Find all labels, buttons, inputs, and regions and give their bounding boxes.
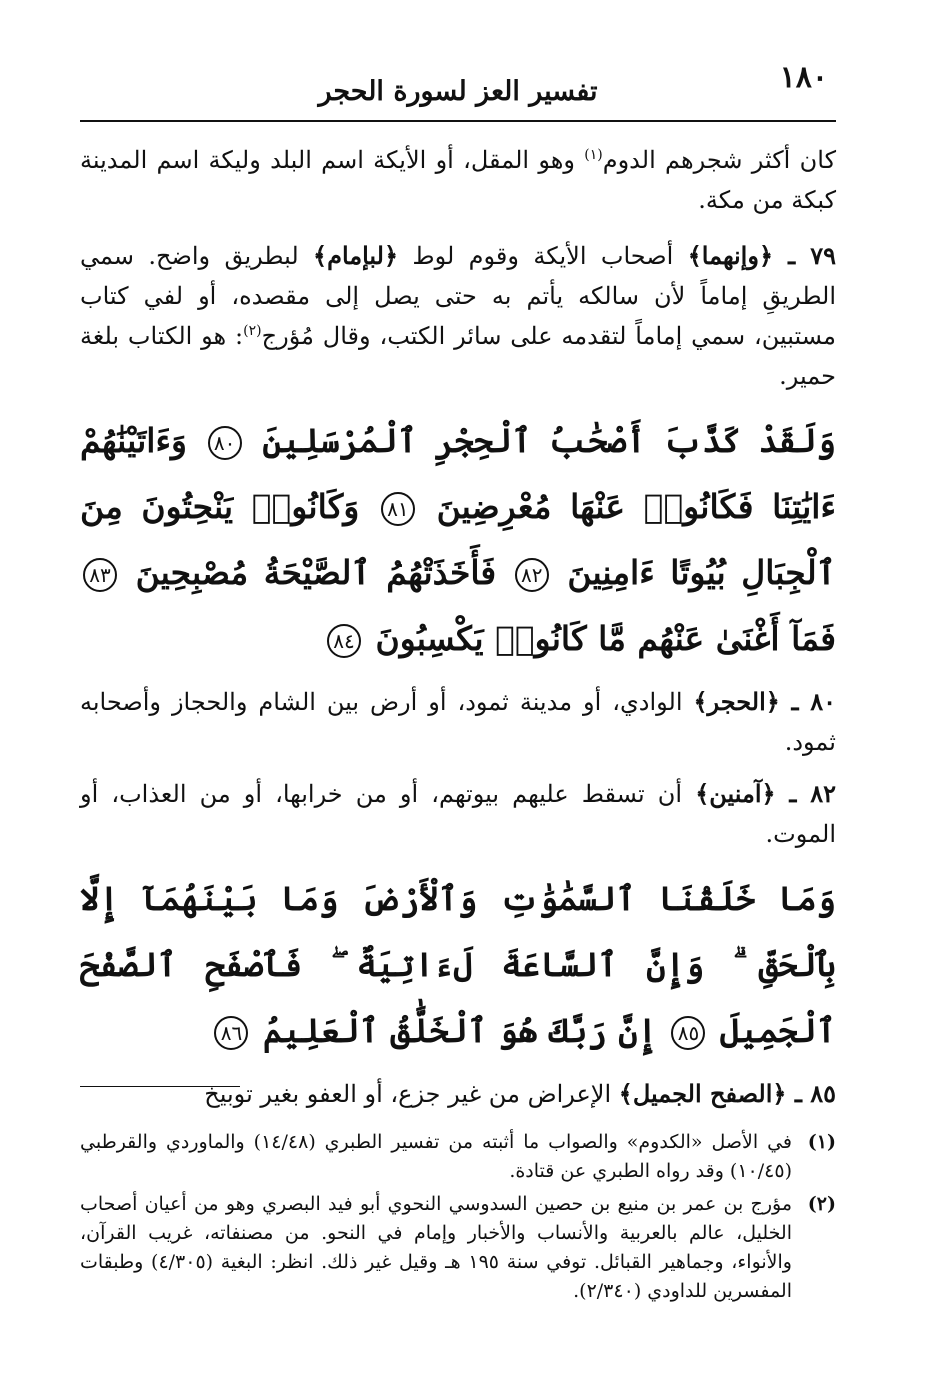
p1-text-a: كان أكثر شجرهم الدوم <box>602 146 836 174</box>
ayah-82: وَكَانُوا۟ يَنْحِتُونَ مِنَ ٱلْجِبَالِ بُيُوتًا ءَامِنِينَ <box>80 487 836 592</box>
paragraph-79 <box>80 236 836 396</box>
ayah-number-81: ٨١ <box>381 492 415 526</box>
paragraph-1 <box>80 140 836 220</box>
paragraph-82 <box>80 774 836 854</box>
p5-text: الإعراض من غير جزع، أو العفو بغير توبيخ <box>204 1080 619 1108</box>
header-rule <box>80 120 836 122</box>
page-header <box>80 56 836 118</box>
ayah-number-83: ٨٣ <box>83 558 117 592</box>
ayah-83: فَأَخَذَتْهُمُ ٱلصَّيْحَةُ مُصْبِحِينَ <box>135 553 497 592</box>
book-page <box>80 56 836 1356</box>
running-title: تفسير العز لسورة الحجر <box>318 76 598 107</box>
ayah-number-85: ٨٥ <box>671 1016 705 1050</box>
p2-term: ﴿وإنهما﴾ <box>687 241 773 270</box>
footnote-separator <box>80 1086 240 1087</box>
p5-number: ٨٥ ـ <box>786 1079 836 1108</box>
p5-term: ﴿الصفح الجميل﴾ <box>618 1079 787 1108</box>
footnote-1-text: في الأصل «الكدوم» والصواب ما أثبته من تفسير الطبري (١٤/٤٨) والماوردي والقرطبي (١٠/٤٥) وقد رواه الطبري عن قتادة. <box>80 1131 792 1182</box>
p2-term-2: ﴿لبإمام﴾ <box>313 241 399 270</box>
ayah-86: إِنَّ رَبَّكَ هُوَ ٱلْخَلَّٰقُ ٱلْعَلِيمُ <box>262 1011 657 1050</box>
footnote-2-text: مؤرج بن عمر بن منيع بن حصين السدوسي النحوي أبو فيد البصري وهو من أعيان أصحاب الخليل، عالم بالعربية والأنساب والأخبار وإمام في النحو. من مصنفاته، غريب القرآن، والأنواء، وجماهير القبائل. توفي سنة ١٩٥ هـ وقيل غير ذلك. انظر: البغية (٤/٣٠٥) وطبقات المفسرين للداودي (٢/٣٤٠). <box>80 1193 792 1302</box>
ayah-number-82: ٨٢ <box>515 558 549 592</box>
p2-text-b: لبطريق واضح. سمي الطريقِ إماماً لأن سالكه يأتم به حتى يصل إلى مقصده، أو لفي كتاب مستبين، سمي إماماً لتقدمه على سائر الكتب، وقال مُؤرج <box>80 242 836 350</box>
p3-text: الوادي، أو مدينة ثمود، أو أرض بين الشام والحجاز وأصحابه ثمود. <box>80 688 836 756</box>
footnote-2 <box>80 1190 836 1306</box>
ayah-80: وَلَقَدْ كَذَّبَ أَصْحَٰبُ ٱلْحِجْرِ ٱلْمُرْسَلِينَ <box>262 421 836 460</box>
paragraph-80 <box>80 682 836 762</box>
main-text <box>80 140 836 1126</box>
paragraph-85 <box>80 1074 836 1114</box>
footnote-1 <box>80 1128 836 1186</box>
p2-text-a: أصحاب الأيكة وقوم لوط <box>398 242 688 270</box>
page-number: ١٨٠ <box>779 60 828 95</box>
footnote-1-mark: (١) <box>807 1131 836 1153</box>
p1-text-b: وهو المقل، أو الأيكة اسم البلد وليكة اسم المدينة كبكة من مكة. <box>80 146 836 214</box>
p2-number: ٧٩ ـ <box>773 241 836 270</box>
ayah-84: فَمَآ أَغْنَىٰ عَنْهُم مَّا كَانُوا۟ يَكْسِبُونَ <box>375 619 836 658</box>
p4-text: أن تسقط عليهم بيوتهم، أو من خرابها، أو من العذاب، أو الموت. <box>80 780 836 848</box>
ayah-85: وَمَا خَلَقْنَا ٱلسَّمَٰوَٰتِ وَٱلْأَرْضَ وَمَا بَيْنَهُمَآ إِلَّا بِٱلْحَقِّ ۗ وَإِنَّ ٱلسَّاعَةَ لَءَاتِيَةٌ ۖ فَٱصْفَحِ ٱلصَّفْحَ ٱلْجَمِيلَ <box>80 879 836 1050</box>
ayah-number-86: ٨٦ <box>214 1016 248 1050</box>
footnotes <box>80 1128 836 1310</box>
footnote-ref-1: (١) <box>584 147 603 163</box>
p2-text-c: : هو الكتاب بلغة حمير. <box>80 322 836 390</box>
p3-number: ٨٠ ـ <box>779 687 836 716</box>
footnote-2-mark: (٢) <box>807 1193 836 1215</box>
p4-number: ٨٢ ـ <box>775 779 837 808</box>
quran-block-2 <box>80 866 836 1064</box>
ayah-number-84: ٨٤ <box>327 624 361 658</box>
p3-term: ﴿الحجر﴾ <box>693 687 780 716</box>
p4-term: ﴿آمنين﴾ <box>695 779 776 808</box>
quran-block-1 <box>80 408 836 672</box>
ayah-number-80: ٨٠ <box>208 426 242 460</box>
footnote-ref-2: (٢) <box>243 323 262 339</box>
ayah-81: وَءَاتَيْنَٰهُمْ ءَايَٰتِنَا فَكَانُوا۟ عَنْهَا مُعْرِضِينَ <box>80 421 836 526</box>
